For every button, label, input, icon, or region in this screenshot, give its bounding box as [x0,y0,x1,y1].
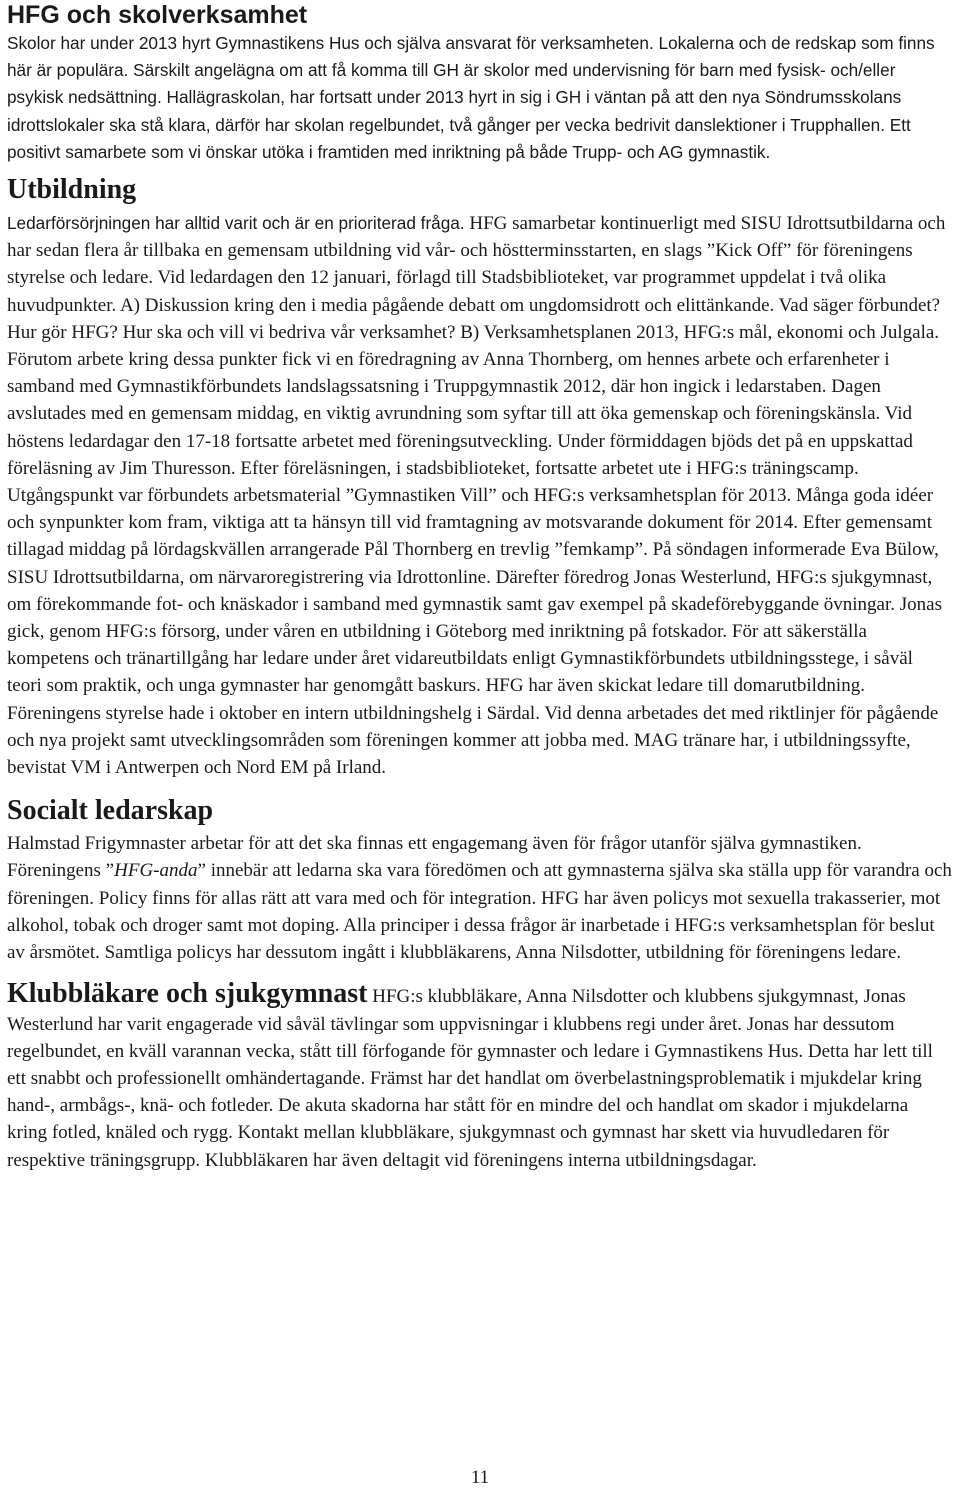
section-skolverksamhet [7,0,952,166]
body-text: HFG samarbetar kontinuerligt med SISU Idrottsutbildarna och har sedan flera år tillbaka en gemensam utbildning vid vår- och höstterminsstarten, en slags ”Kick Off” för föreningens styrelse och ledare. [7,213,946,289]
section-heading: Utbildning [7,174,137,206]
section-heading: HFG och skolverksamhet [7,1,308,29]
body-text-italic: HFG-anda [114,860,198,882]
body-text: Skolor har under 2013 hyrt Gymnastikens Hus och själva ansvarat för verksamheten. Lokalerna och de redskap som finns här är populära. Särskilt angelägna om att få komma till GH är skolor med undervisning för barn med fysisk- och/eller psykisk nedsättning. [7,33,935,108]
body-text: Ledarförsörjningen har alltid varit och är en prioriterad fråga. [7,213,465,234]
body-text: Förutom arbete kring dessa punkter fick vi en föredragning av Anna Thornberg, om hennes arbete och erfarenheter i samband med Gymnastikförbundets landslagssatsning i Truppgymnastik 2012, där hon ingick i ledarstaben. Dagen avslutades med en gemensam middag, en viktig avrundning som syftar till att öka gemenskap och föreningskänsla. Vid höstens ledardagar den 17-18 fortsatte arbetet med föreningsutveckling. Under förmiddagen bjöds det på en uppskattad föreläsning av Jim Thuresson. Efter föreläsningen, i stadsbiblioteket, fortsatte arbetet ute i HFG:s träningscamp. Utgångspunkt var förbundets arbetsmaterial ”Gymnastiken Vill” och HFG:s verksamhetsplan för 2013. Många goda idéer och synpunkter kom fram, viktiga att ta hänsyn till vid framtagning av motsvarande dokument för 2014. Efter gemensamt tillagad middag på lördagskvällen arrangerade Pål Thornberg en trevlig ”femkamp”. På söndagen informerade Eva Bülow, SISU Idrottsutbildarna, om närvaroregistrering via Idrottonline. Därefter föredrog Jonas Westerlund, HFG:s sjukgymnast, om förekommande fot- och knäskador i samband med gymnastik samt gav exempel på skadeförebyggande övningar. Jonas gick, genom HFG:s försorg, under våren en utbildning i Göteborg med inriktning på fotskador. För att säkerställa kompetens och tränartillgång har ledare under året vidareutbildats enligt Gymnastikförbundets utbildningsstege, i såväl teori som praktik, och unga gymnaster har genomgått baskurs. HFG har även skickat ledare till domarutbildning. Föreningens styrelse hade i oktober en intern utbildningshelg i Särdal. Vid denna arbetades det med riktlinjer för pågående och nya projekt samt utvecklingsområden som föreningen kommer att jobba med. MAG tränare har, i utbildningssyfte, bevistat VM i Antwerpen och Nord EM på Irland. [7,349,942,779]
section-body [7,210,952,781]
body-text: A) Diskussion kring den i media pågående debatt om ungdomsidrott och elittänkande. Vad säger förbundet? Hur gör HFG? Hur ska och vill vi bedriva vår verksamhet? B) Verksamhetsplanen 2013, HFG:s mål, ekonomi och Julgala. [7,294,941,343]
section-socialt-ledarskap [7,794,952,966]
section-klubblakare [7,980,952,1173]
section-utbildning [7,173,952,781]
body-text: Ett positivt samarbete som vi önskar utöka i framtiden med inriktning på både Trupp- och AG gymnastik. [7,114,911,162]
body-text: ” innebär att ledarna ska vara föredömen och att gymnasterna själva ska ställa upp för varandra och föreningen. Policy finns för allas rätt att vara med och för integration. HFG har även policys mot sexuella trakasserier, mot alkohol, tobak och droger samt mot doping. Alla principer i dessa frågor är inarbetade i HFG:s verksamhetsplan för beslut av årsmötet. Samtliga policys har dessutom ingått i klubbläkarens, Anna Nilsdotter, utbildning för föreningens ledare. [7,860,952,964]
document-page [7,0,952,1174]
page-number: 11 [470,1467,490,1488]
section-body [7,980,952,1173]
section-body [7,30,952,166]
body-text: HFG:s klubbläkare, Anna Nilsdotter och klubbens sjukgymnast, Jonas Westerlund har varit engagerade vid såväl tävlingar som uppvisningar i klubbens regi under året. Jonas har dessutom regelbundet, en kväll varannan vecka, stått till förfogande för gymnaster och ledare i Gymnastikens Hus. Detta har lett till ett snabbt och professionellt omhändertagande. Främst har det handlat om överbelastningsproblematik i mjukdelar kring hand-, armbågs-, knä- och fotleder. De akuta skadorna har stått för en mindre del och handlat om skador i mjukdelarna kring fotled, knäled och rygg. Kontakt mellan klubbläkare, sjukgymnast och gymnast har skett via huvudledaren för respektive träningsgrupp. Klubbläkaren har även deltagit vid föreningens interna utbildningsdagar. [7,986,933,1171]
section-heading: Socialt ledarskap [7,795,214,827]
section-body [7,830,952,966]
body-text: Halmstad Frigymnaster arbetar för att det ska finnas ett engagemang även för frågor utanför själva gymnastiken. Föreningens ” [7,833,862,882]
body-text: Hallägraskolan, har fortsatt under 2013 hyrt in sig i GH i väntan på att den nya Söndrumsskolans idrottslokaler ska stå klara, därför har skolan regelbundet, två gånger per vecka bedrivit danslektioner i Trupphallen. [7,87,902,135]
body-text: Vid ledardagen den 12 januari, förlagd till Stadsbiblioteket, var programmet uppdelat i två olika huvudpunkter. [7,267,887,316]
section-heading: Klubbläkare och sjukgymnast [7,978,368,1010]
